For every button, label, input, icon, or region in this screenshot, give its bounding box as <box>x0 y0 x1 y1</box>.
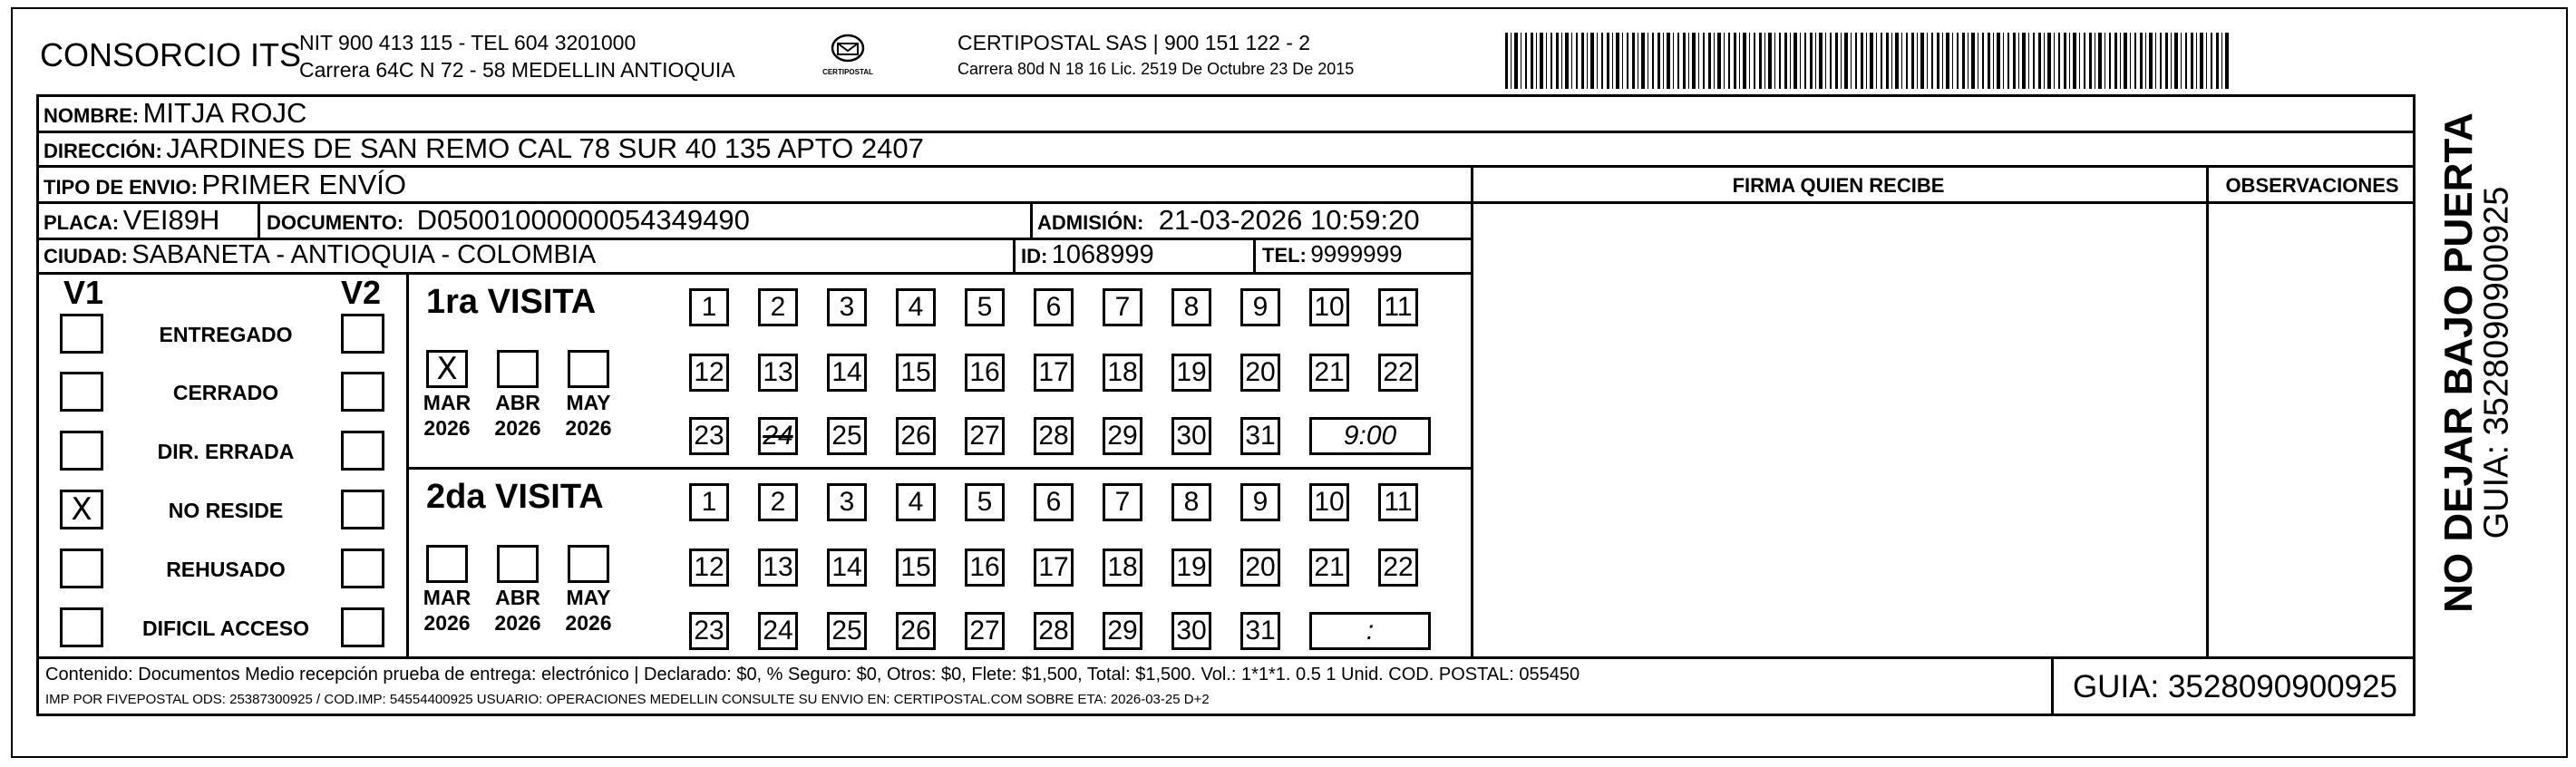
day-box[interactable]: 25 <box>827 612 867 650</box>
firma-header: FIRMA QUIEN RECIBE <box>1732 174 1945 197</box>
no-dejar-bajo-puerta: NO DEJAR BAJO PUERTA <box>2436 112 2481 613</box>
status-label: DIR. ERRADA <box>157 440 295 463</box>
direccion-value: JARDINES DE SAN REMO CAL 78 SUR 40 135 APTO 2407 <box>166 132 924 164</box>
day-box[interactable]: 24 <box>758 612 798 650</box>
day-box[interactable]: 28 <box>1034 417 1074 455</box>
day-box[interactable]: 4 <box>896 288 936 326</box>
month-checkbox[interactable] <box>568 350 609 388</box>
status-label: NO RESIDE <box>168 499 284 522</box>
day-box[interactable]: 7 <box>1103 288 1142 326</box>
day-box[interactable]: 23 <box>689 612 729 650</box>
v2-checkbox[interactable] <box>341 431 384 471</box>
placa-field <box>44 204 219 237</box>
day-box[interactable]: 21 <box>1309 354 1349 392</box>
footer-guia: GUIA: 3528090900925 <box>2072 669 2398 704</box>
month-year: 2026 <box>423 416 471 440</box>
tel-value: 9999999 <box>1310 240 1403 267</box>
observaciones-header: OBSERVACIONES <box>2225 174 2399 197</box>
day-box[interactable]: 1 <box>689 483 729 521</box>
day-box[interactable]: 9 <box>1240 483 1280 521</box>
admision-value: 21-03-2026 10:59:20 <box>1158 204 1420 236</box>
day-box[interactable]: 19 <box>1171 354 1211 392</box>
v1-checkbox[interactable] <box>60 372 103 412</box>
day-box[interactable]: 6 <box>1034 483 1074 521</box>
day-box[interactable]: 13 <box>758 354 798 392</box>
day-box[interactable]: 31 <box>1240 612 1280 650</box>
v2-checkbox[interactable] <box>341 549 384 588</box>
id-value: 1068999 <box>1051 240 1154 269</box>
v2-checkbox[interactable] <box>341 372 384 412</box>
day-box[interactable]: 11 <box>1378 483 1418 521</box>
footer-content-line: Contenido: Documentos Medio recepción prueba de entrega: electrónico | Declarado: $0, % Seguro: $0, Otros: $0, Flete: $1,500, Total: $1,500. Vol.: 1*1*1. 0.5 1 Unid. COD. POSTAL: 055450 <box>45 665 1580 684</box>
id-label: ID: <box>1021 245 1048 267</box>
side-guia: GUIA: 3528090900925 <box>2477 186 2516 539</box>
day-box[interactable]: 27 <box>965 612 1005 650</box>
certipostal-logo <box>816 33 880 83</box>
day-box[interactable]: 17 <box>1034 549 1074 587</box>
time-box[interactable]: 9:00 <box>1309 417 1431 455</box>
admision-label: ADMISIÓN: <box>1037 211 1144 234</box>
carrier-line-2: Carrera 80d N 18 16 Lic. 2519 De Octubre 23 De 2015 <box>957 60 1355 78</box>
day-box[interactable]: 30 <box>1171 612 1211 650</box>
day-box[interactable]: 22 <box>1378 354 1418 392</box>
day-box[interactable]: 24 <box>758 417 798 455</box>
month-name: ABR <box>495 586 540 609</box>
day-box[interactable]: 3 <box>827 483 867 521</box>
day-box[interactable]: 14 <box>827 549 867 587</box>
v1-checkbox[interactable] <box>60 314 103 354</box>
day-box[interactable]: 5 <box>965 288 1005 326</box>
v1-checkbox[interactable]: X <box>60 490 103 529</box>
day-box[interactable]: 5 <box>965 483 1005 521</box>
v1-checkbox[interactable] <box>60 431 103 471</box>
documento-value: D05001000000054349490 <box>416 204 750 236</box>
visit-title: 2da VISITA <box>426 478 604 516</box>
tel-field <box>1262 240 1403 268</box>
day-box[interactable]: 17 <box>1034 354 1074 392</box>
month-name: ABR <box>495 391 540 414</box>
month-name: MAR <box>423 391 471 414</box>
day-box[interactable]: 12 <box>689 549 729 587</box>
day-box[interactable]: 18 <box>1103 354 1142 392</box>
month-checkbox[interactable] <box>426 545 468 583</box>
id-field <box>1021 240 1154 270</box>
day-box[interactable]: 29 <box>1103 417 1142 455</box>
admision-field <box>1037 204 1420 237</box>
month-name: MAY <box>566 586 611 609</box>
day-box[interactable]: 29 <box>1103 612 1142 650</box>
direccion-row <box>44 132 924 165</box>
ciudad-value: SABANETA - ANTIOQUIA - COLOMBIA <box>131 240 597 269</box>
day-box[interactable]: 2 <box>758 483 798 521</box>
day-box[interactable]: 20 <box>1240 354 1280 392</box>
day-box[interactable]: 7 <box>1103 483 1142 521</box>
day-box[interactable]: 21 <box>1309 549 1349 587</box>
month-year: 2026 <box>494 611 541 635</box>
day-box[interactable]: 4 <box>896 483 936 521</box>
day-box[interactable]: 30 <box>1171 417 1211 455</box>
day-box[interactable]: 26 <box>896 417 936 455</box>
month-year: 2026 <box>565 416 612 440</box>
day-box[interactable]: 12 <box>689 354 729 392</box>
month-name: MAR <box>423 586 471 609</box>
v1-checkbox[interactable] <box>60 549 103 588</box>
day-box[interactable]: 6 <box>1034 288 1074 326</box>
placa-value: VEI89H <box>122 204 220 236</box>
day-box[interactable]: 19 <box>1171 549 1211 587</box>
tel-label: TEL: <box>1262 244 1307 267</box>
day-box[interactable]: 16 <box>965 549 1005 587</box>
tipo-label: TIPO DE ENVIO: <box>44 176 198 199</box>
ciudad-label: CIUDAD: <box>44 245 128 267</box>
direccion-label: DIRECCIÓN: <box>44 140 162 162</box>
documento-field <box>267 204 750 237</box>
v2-header: V2 <box>341 274 382 311</box>
month-checkbox[interactable] <box>568 545 609 583</box>
status-label: CERRADO <box>172 381 279 404</box>
day-box[interactable]: 15 <box>896 354 936 392</box>
ciudad-field <box>44 240 596 270</box>
day-box[interactable]: 13 <box>758 549 798 587</box>
v2-checkbox[interactable] <box>341 490 384 529</box>
month-year: 2026 <box>423 611 471 635</box>
logo-text: CERTIPOSTAL <box>822 68 873 76</box>
day-box[interactable]: 2 <box>758 288 798 326</box>
tipo-row <box>44 169 406 201</box>
day-box[interactable]: 8 <box>1171 288 1211 326</box>
day-box[interactable]: 8 <box>1171 483 1211 521</box>
day-box[interactable]: 26 <box>896 612 936 650</box>
placa-label: PLACA: <box>44 211 120 234</box>
day-box[interactable]: 27 <box>965 417 1005 455</box>
side-text <box>2416 91 2571 635</box>
day-box[interactable]: 28 <box>1034 612 1074 650</box>
v2-checkbox[interactable] <box>341 607 384 647</box>
carrier-line-1: CERTIPOSTAL SAS | 900 151 122 - 2 <box>957 31 1311 54</box>
day-box[interactable]: 10 <box>1309 483 1349 521</box>
day-box[interactable]: 23 <box>689 417 729 455</box>
month-name: MAY <box>566 391 611 414</box>
documento-label: DOCUMENTO: <box>267 211 404 234</box>
day-box[interactable]: 22 <box>1378 549 1418 587</box>
day-box[interactable]: 1 <box>689 288 729 326</box>
day-box[interactable]: 14 <box>827 354 867 392</box>
v1-header: V1 <box>63 274 104 311</box>
day-box[interactable]: 25 <box>827 417 867 455</box>
envelope-icon <box>830 33 866 63</box>
status-label: REHUSADO <box>166 558 286 581</box>
day-box[interactable]: 10 <box>1309 288 1349 326</box>
v2-checkbox[interactable] <box>341 314 384 354</box>
tipo-value: PRIMER ENVÍO <box>201 169 407 200</box>
day-box[interactable]: 31 <box>1240 417 1280 455</box>
time-box[interactable]: : <box>1309 612 1431 650</box>
footer-info-line: IMP POR FIVEPOSTAL ODS: 25387300925 / COD.IMP: 54554400925 USUARIO: OPERACIONES MEDELLIN CONSULTE SU ENVIO EN: CERTIPOSTAL.COM SOBRE ETA: 2026-03-25 D+2 <box>45 692 1210 707</box>
day-box[interactable]: 20 <box>1240 549 1280 587</box>
month-checkbox[interactable]: X <box>426 350 468 388</box>
status-label: ENTREGADO <box>159 323 293 346</box>
month-year: 2026 <box>565 611 612 635</box>
v1-checkbox[interactable] <box>60 607 103 647</box>
barcode <box>1505 33 2231 89</box>
month-checkbox[interactable] <box>497 545 539 583</box>
day-box[interactable]: 3 <box>827 288 867 326</box>
month-year: 2026 <box>494 416 541 440</box>
day-box[interactable]: 16 <box>965 354 1005 392</box>
nombre-label: NOMBRE: <box>44 104 140 127</box>
visit-title: 1ra VISITA <box>426 283 597 321</box>
day-box[interactable]: 18 <box>1103 549 1142 587</box>
day-box[interactable]: 15 <box>896 549 936 587</box>
company-line-2: Carrera 64C N 72 - 58 MEDELLIN ANTIOQUIA <box>299 58 735 82</box>
nombre-row <box>44 97 306 130</box>
day-box[interactable]: 9 <box>1240 288 1280 326</box>
day-box[interactable]: 11 <box>1378 288 1418 326</box>
company-name: CONSORCIO ITS <box>40 36 302 73</box>
status-label: DIFICIL ACCESO <box>141 617 309 640</box>
month-checkbox[interactable] <box>497 350 539 388</box>
nombre-value: MITJA ROJC <box>142 97 307 129</box>
company-line-1: NIT 900 413 115 - TEL 604 3201000 <box>299 31 637 54</box>
